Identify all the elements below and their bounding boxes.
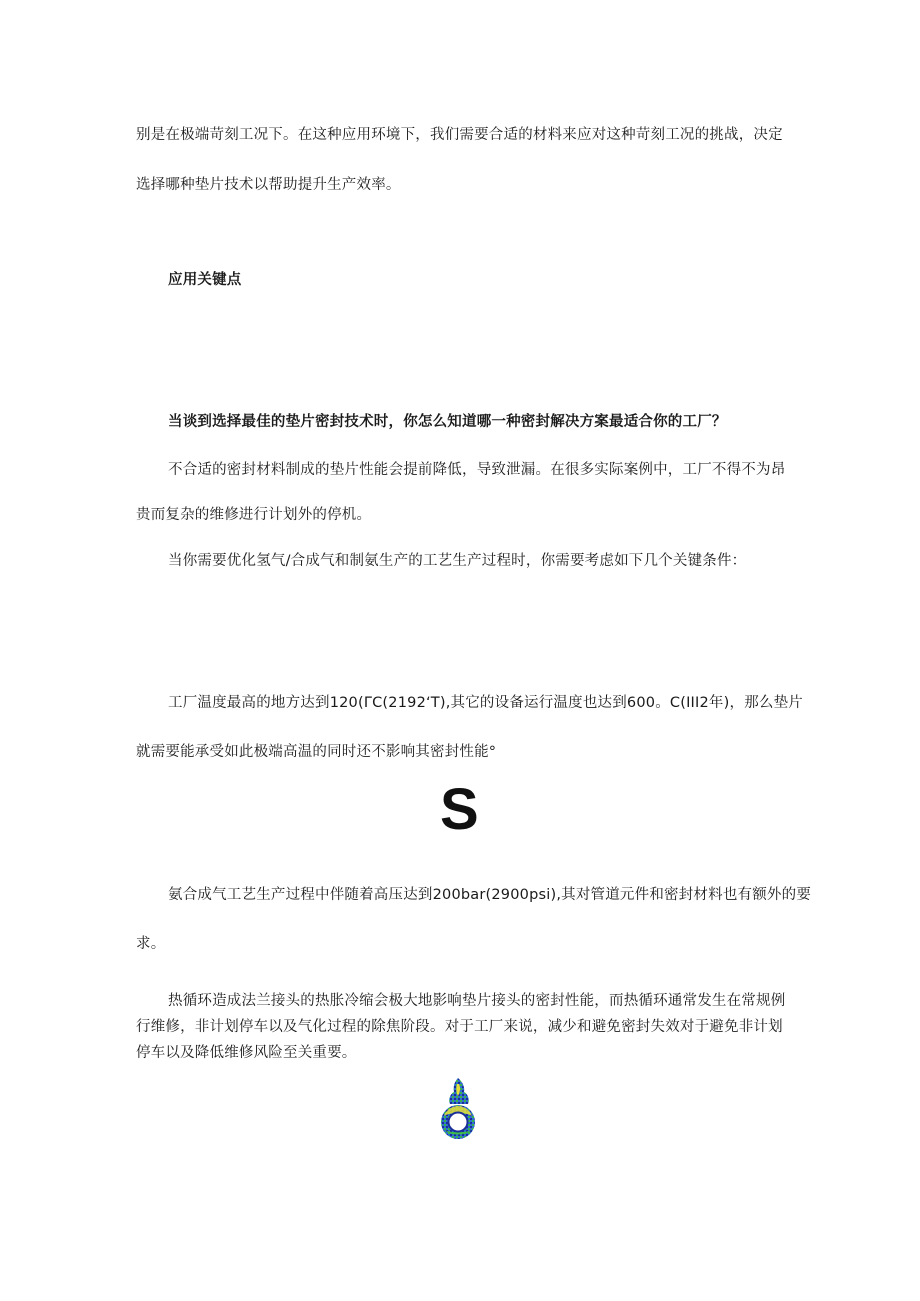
gasket-ring-thumbnail bbox=[436, 1076, 482, 1142]
paragraph-5-line-2: 求。 bbox=[136, 936, 166, 952]
thumbnail-ring-hole bbox=[449, 1113, 468, 1132]
paragraph-2-line-1: 不合适的密封材料制成的垫片性能会提前降低，导致泄漏。在很多实际案例中，工厂不得不为昂 bbox=[168, 462, 786, 478]
paragraph-4-line-1: 工厂温度最高的地方达到120(ΓC(2192‘T),其它的设备运行温度也达到600。C(III2年)，那么垫片 bbox=[168, 695, 803, 711]
paragraph-1-line-2: 选择哪种垫片技术以帮助提升生产效率。 bbox=[136, 177, 401, 193]
section-heading: 应用关键点 bbox=[168, 272, 242, 288]
paragraph-6-line-1: 热循环造成法兰接头的热胀冷缩会极大地影响垫片接头的密封性能，而热循环通常发生在常规例 bbox=[168, 993, 786, 1009]
paragraph-1-line-1: 别是在极端苛刻工况下。在这种应用环境下，我们需要合适的材料来应对这种苛刻工况的挑战，决定 bbox=[136, 127, 783, 143]
paragraph-4-line-2: 就需要能承受如此极端高温的同时还不影响其密封性能° bbox=[136, 744, 497, 760]
question-heading: 当谈到选择最佳的垫片密封技术时，你怎么知道哪一种密封解决方案最适合你的工厂？ bbox=[168, 414, 727, 430]
paragraph-6-line-2: 行维修，非计划停车以及气化过程的除焦阶段。对于工厂来说，减少和避免密封失效对于避免非计划 bbox=[136, 1019, 783, 1035]
paragraph-5-line-1: 氨合成气工艺生产过程中伴随着高压达到200bar(2900psi),其对管道元件和密封材料也有额外的要 bbox=[168, 887, 812, 903]
paragraph-2-line-2: 贵而复杂的维修进行计划外的停机。 bbox=[136, 507, 372, 523]
paragraph-6-line-3: 停车以及降低维修风险至关重要。 bbox=[136, 1045, 357, 1061]
large-s-symbol: S bbox=[440, 777, 479, 842]
paragraph-3: 当你需要优化氢气/合成气和制氨生产的工艺生产过程时，你需要考虑如下几个关键条件： bbox=[168, 553, 747, 569]
